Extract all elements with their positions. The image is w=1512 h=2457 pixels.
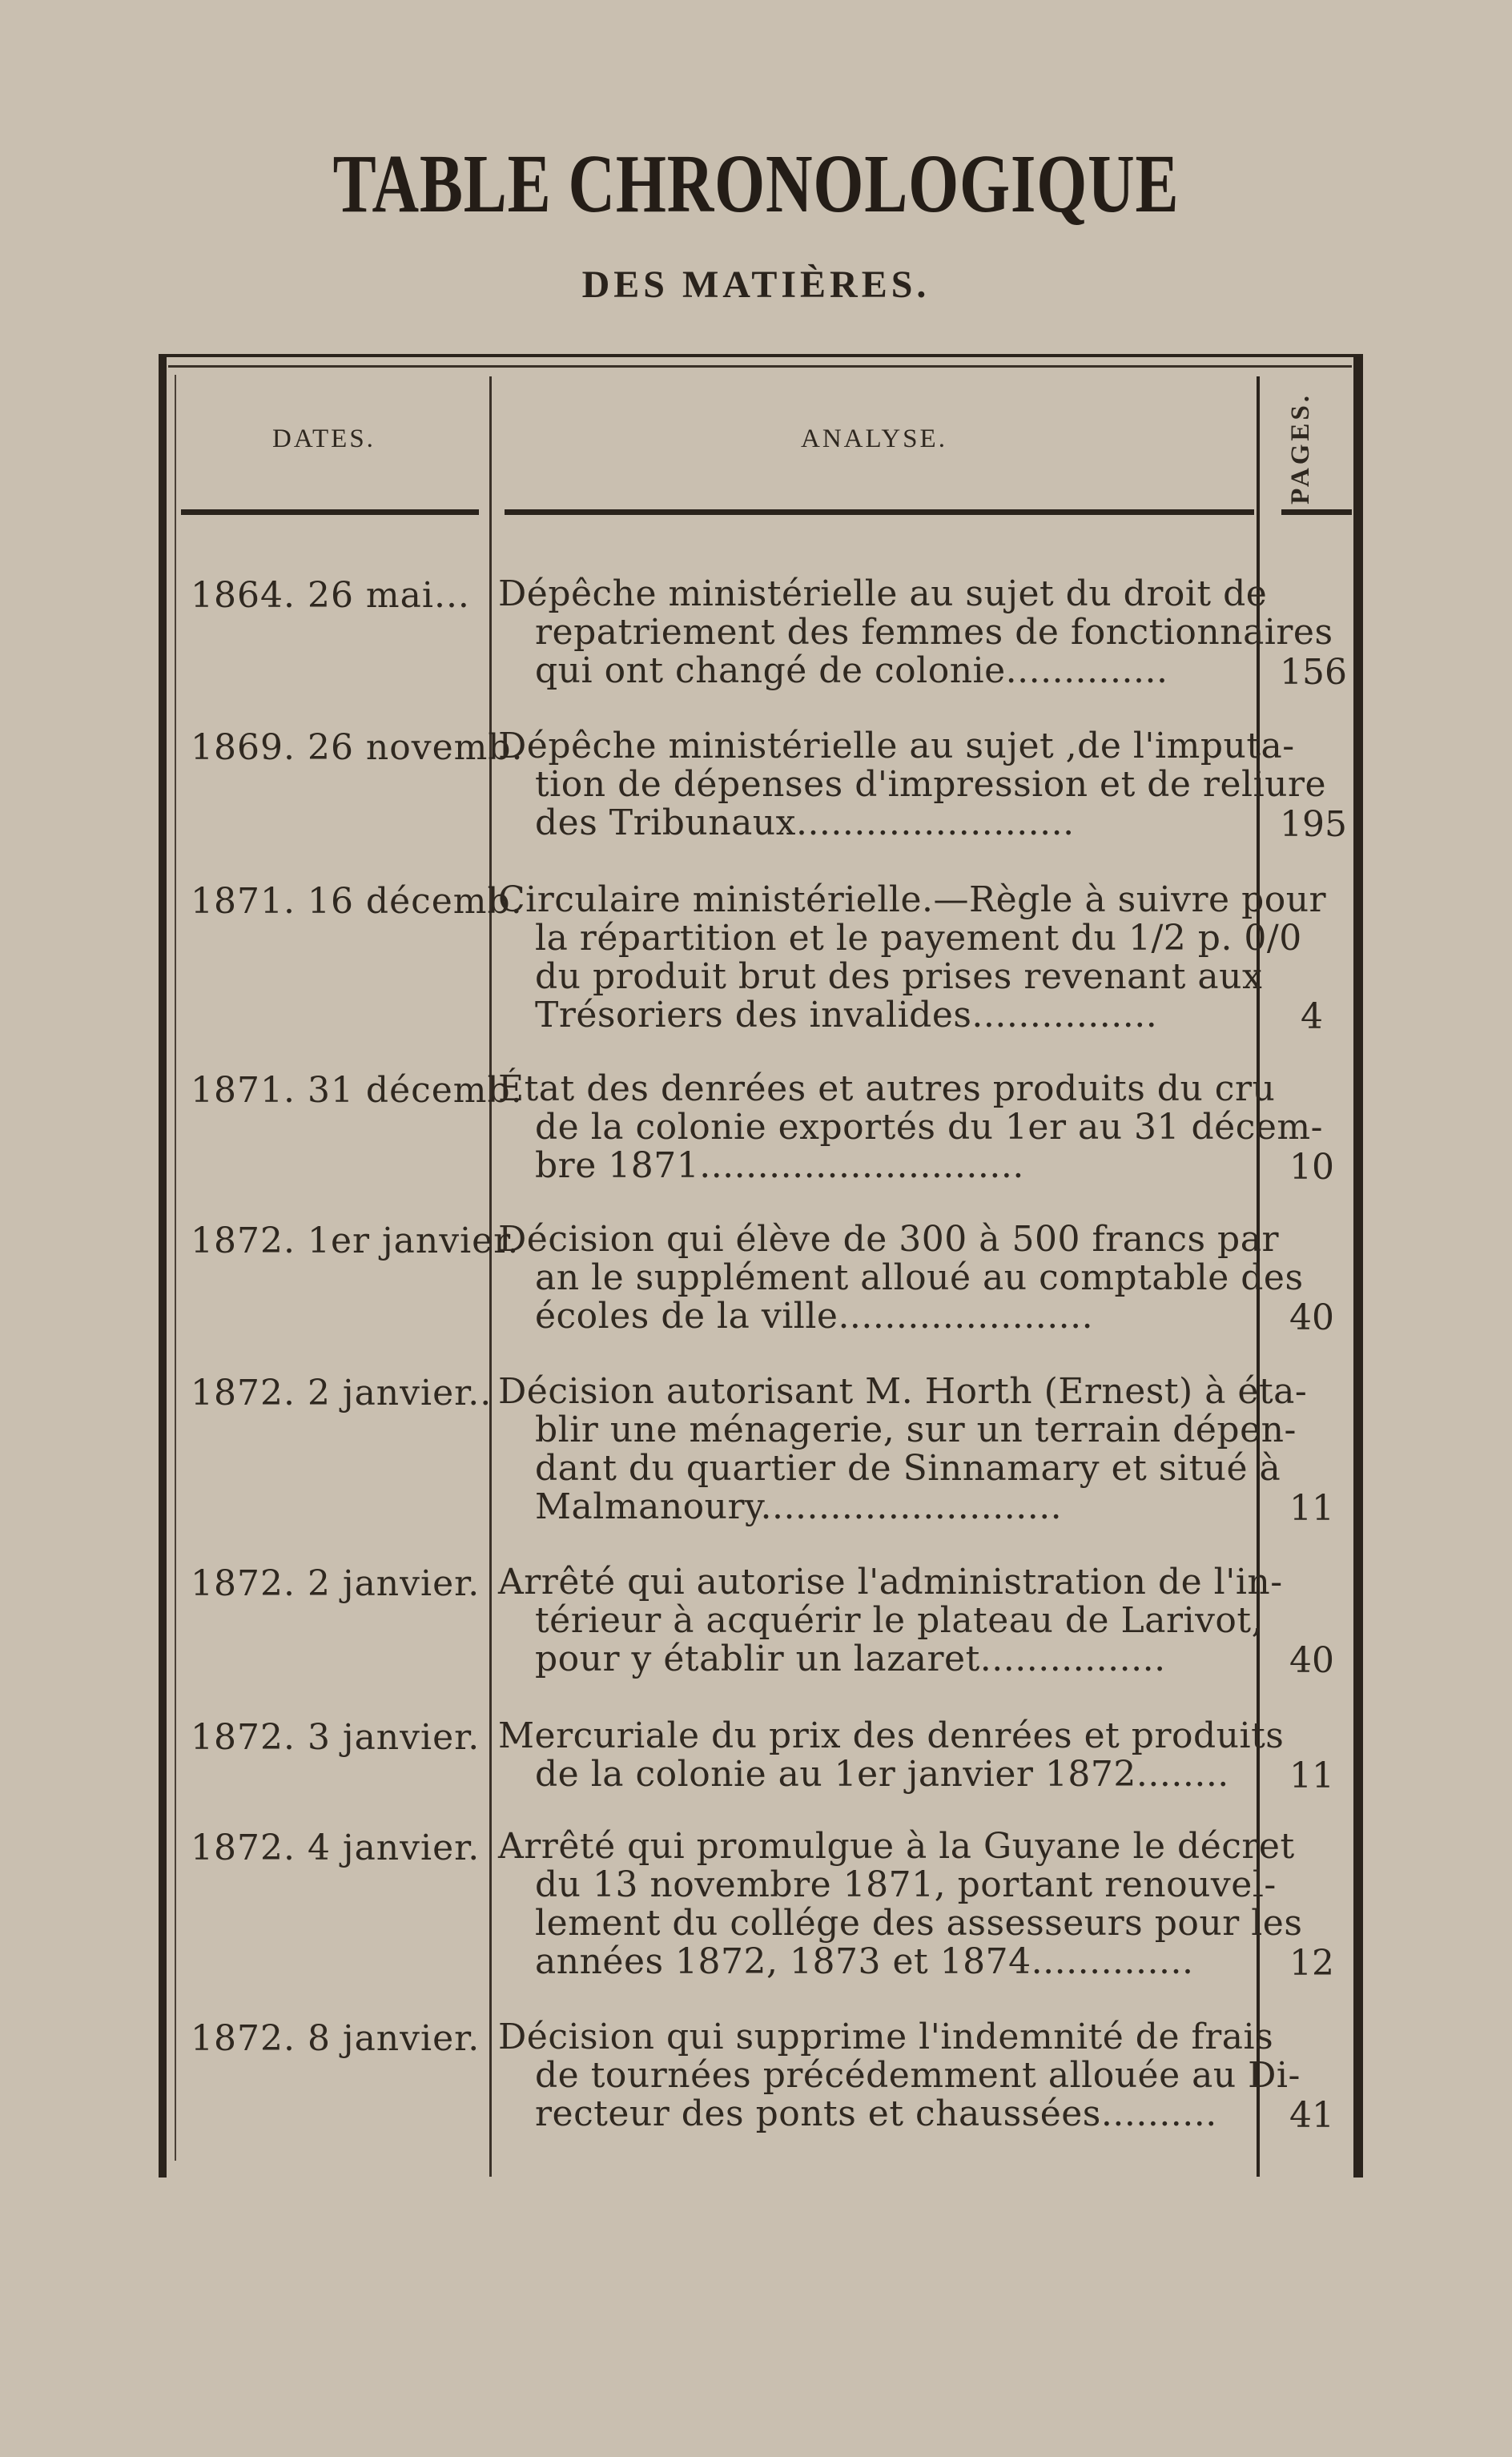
table-top-rule: [168, 365, 1352, 368]
entry-analysis-line: qui ont changé de colonie..............: [535, 650, 1168, 691]
entry-analysis-line: Circulaire ministérielle.—Règle à suivre pour: [498, 879, 1327, 920]
entry-page-number: 11: [1289, 1488, 1334, 1529]
entry-page-number: 195: [1280, 804, 1347, 845]
entry-date: 1872. 4 janvier.: [191, 1828, 481, 1868]
column-header-analyse: ANALYSE.: [801, 424, 947, 453]
column-header-dates: DATES.: [272, 424, 376, 453]
entry-date: 1872. 2 janvier..: [191, 1373, 493, 1413]
entry-analysis-line: recteur des ponts et chaussées..........: [535, 2093, 1217, 2134]
header-rule-analyse: [505, 509, 1254, 515]
entry-analysis-line: de la colonie au 1er janvier 1872........: [535, 1754, 1229, 1795]
entry-analysis-line: Trésoriers des invalides................: [535, 995, 1158, 1035]
entry-analysis-line: du produit brut des prises revenant aux: [535, 956, 1263, 997]
column-divider-dates: [489, 376, 492, 2177]
entry-page-number: 41: [1289, 2095, 1334, 2136]
entry-analysis-line: des Tribunaux........................: [535, 802, 1075, 843]
entry-analysis-line: État des denrées et autres produits du cru: [498, 1068, 1276, 1109]
entry-analysis-line: Arrêté qui promulgue à la Guyane le décret: [498, 1826, 1295, 1867]
entry-analysis-line: bre 1871............................: [535, 1145, 1024, 1186]
entry-analysis-line: Mercuriale du prix des denrées et produits: [498, 1715, 1285, 1756]
entry-date: 1869. 26 novemb.: [191, 727, 524, 768]
entry-analysis-line: blir une ménagerie, sur un terrain dépen-: [535, 1409, 1297, 1450]
entry-analysis-line: du 13 novembre 1871, portant renouvel-: [535, 1864, 1277, 1905]
entry-date: 1871. 31 décemb.: [191, 1070, 523, 1111]
entry-page-number: 40: [1289, 1640, 1334, 1681]
table-inner-rule: [175, 375, 176, 2161]
page-subtitle: DES MATIÈRES.: [581, 263, 931, 306]
entry-analysis-line: de la colonie exportés du 1er au 31 décem-: [535, 1107, 1323, 1148]
entry-analysis-line: an le supplément alloué au comptable des: [535, 1257, 1304, 1298]
entry-date: 1872. 2 janvier.: [191, 1563, 481, 1604]
entry-analysis-line: Décision qui élève de 300 à 500 francs par: [498, 1219, 1279, 1260]
entry-analysis-line: lement du collége des assesseurs pour les: [535, 1903, 1303, 1944]
entry-analysis-line: repatriement des femmes de fonctionnaires: [535, 612, 1333, 653]
entry-page-number: 11: [1289, 1755, 1334, 1796]
entry-page-number: 40: [1289, 1297, 1334, 1338]
entry-analysis-line: la répartition et le payement du 1/2 p. 0/0: [535, 918, 1302, 959]
entry-analysis-line: dant du quartier de Sinnamary et situé à: [535, 1448, 1281, 1489]
entry-date: 1871. 16 décemb.: [191, 881, 523, 922]
entry-analysis-line: Décision qui supprime l'indemnité de frais: [498, 2017, 1274, 2057]
entry-analysis-line: térieur à acquérir le plateau de Larivot,: [535, 1600, 1264, 1641]
entry-page-number: 4: [1301, 996, 1323, 1037]
entry-analysis-line: Décision autorisant M. Horth (Ernest) à éta-: [498, 1371, 1308, 1412]
column-header-pages: PAGES.: [1286, 392, 1315, 505]
entry-page-number: 12: [1289, 1943, 1334, 1984]
entry-analysis-line: Dépêche ministérielle au sujet ,de l'imputa-: [498, 726, 1295, 766]
entry-analysis-line: de tournées précédemment allouée au Di-: [535, 2055, 1301, 2096]
entry-date: 1872. 8 janvier.: [191, 2018, 481, 2059]
entry-analysis-line: tion de dépenses d'impression et de reliure: [535, 764, 1327, 805]
entry-page-number: 10: [1289, 1147, 1334, 1188]
header-rule-dates: [181, 509, 479, 515]
entry-date: 1864. 26 mai...: [191, 575, 470, 616]
entry-analysis-line: années 1872, 1873 et 1874..............: [535, 1941, 1194, 1982]
page-title: TABLE CHRONOLOGIQUE: [332, 138, 1180, 230]
entry-analysis-line: pour y établir un lazaret................: [535, 1639, 1166, 1679]
header-rule-pages: [1281, 509, 1352, 515]
entry-date: 1872. 1er janvier.: [191, 1220, 520, 1261]
entry-analysis-line: Malmanoury..........................: [535, 1486, 1063, 1527]
entry-analysis-line: écoles de la ville......................: [535, 1296, 1094, 1337]
entry-analysis-line: Dépêche ministérielle au sujet du droit de: [498, 573, 1268, 614]
entry-date: 1872. 3 janvier.: [191, 1717, 481, 1758]
entry-page-number: 156: [1280, 652, 1347, 693]
entry-analysis-line: Arrêté qui autorise l'administration de l'in-: [498, 1562, 1283, 1602]
